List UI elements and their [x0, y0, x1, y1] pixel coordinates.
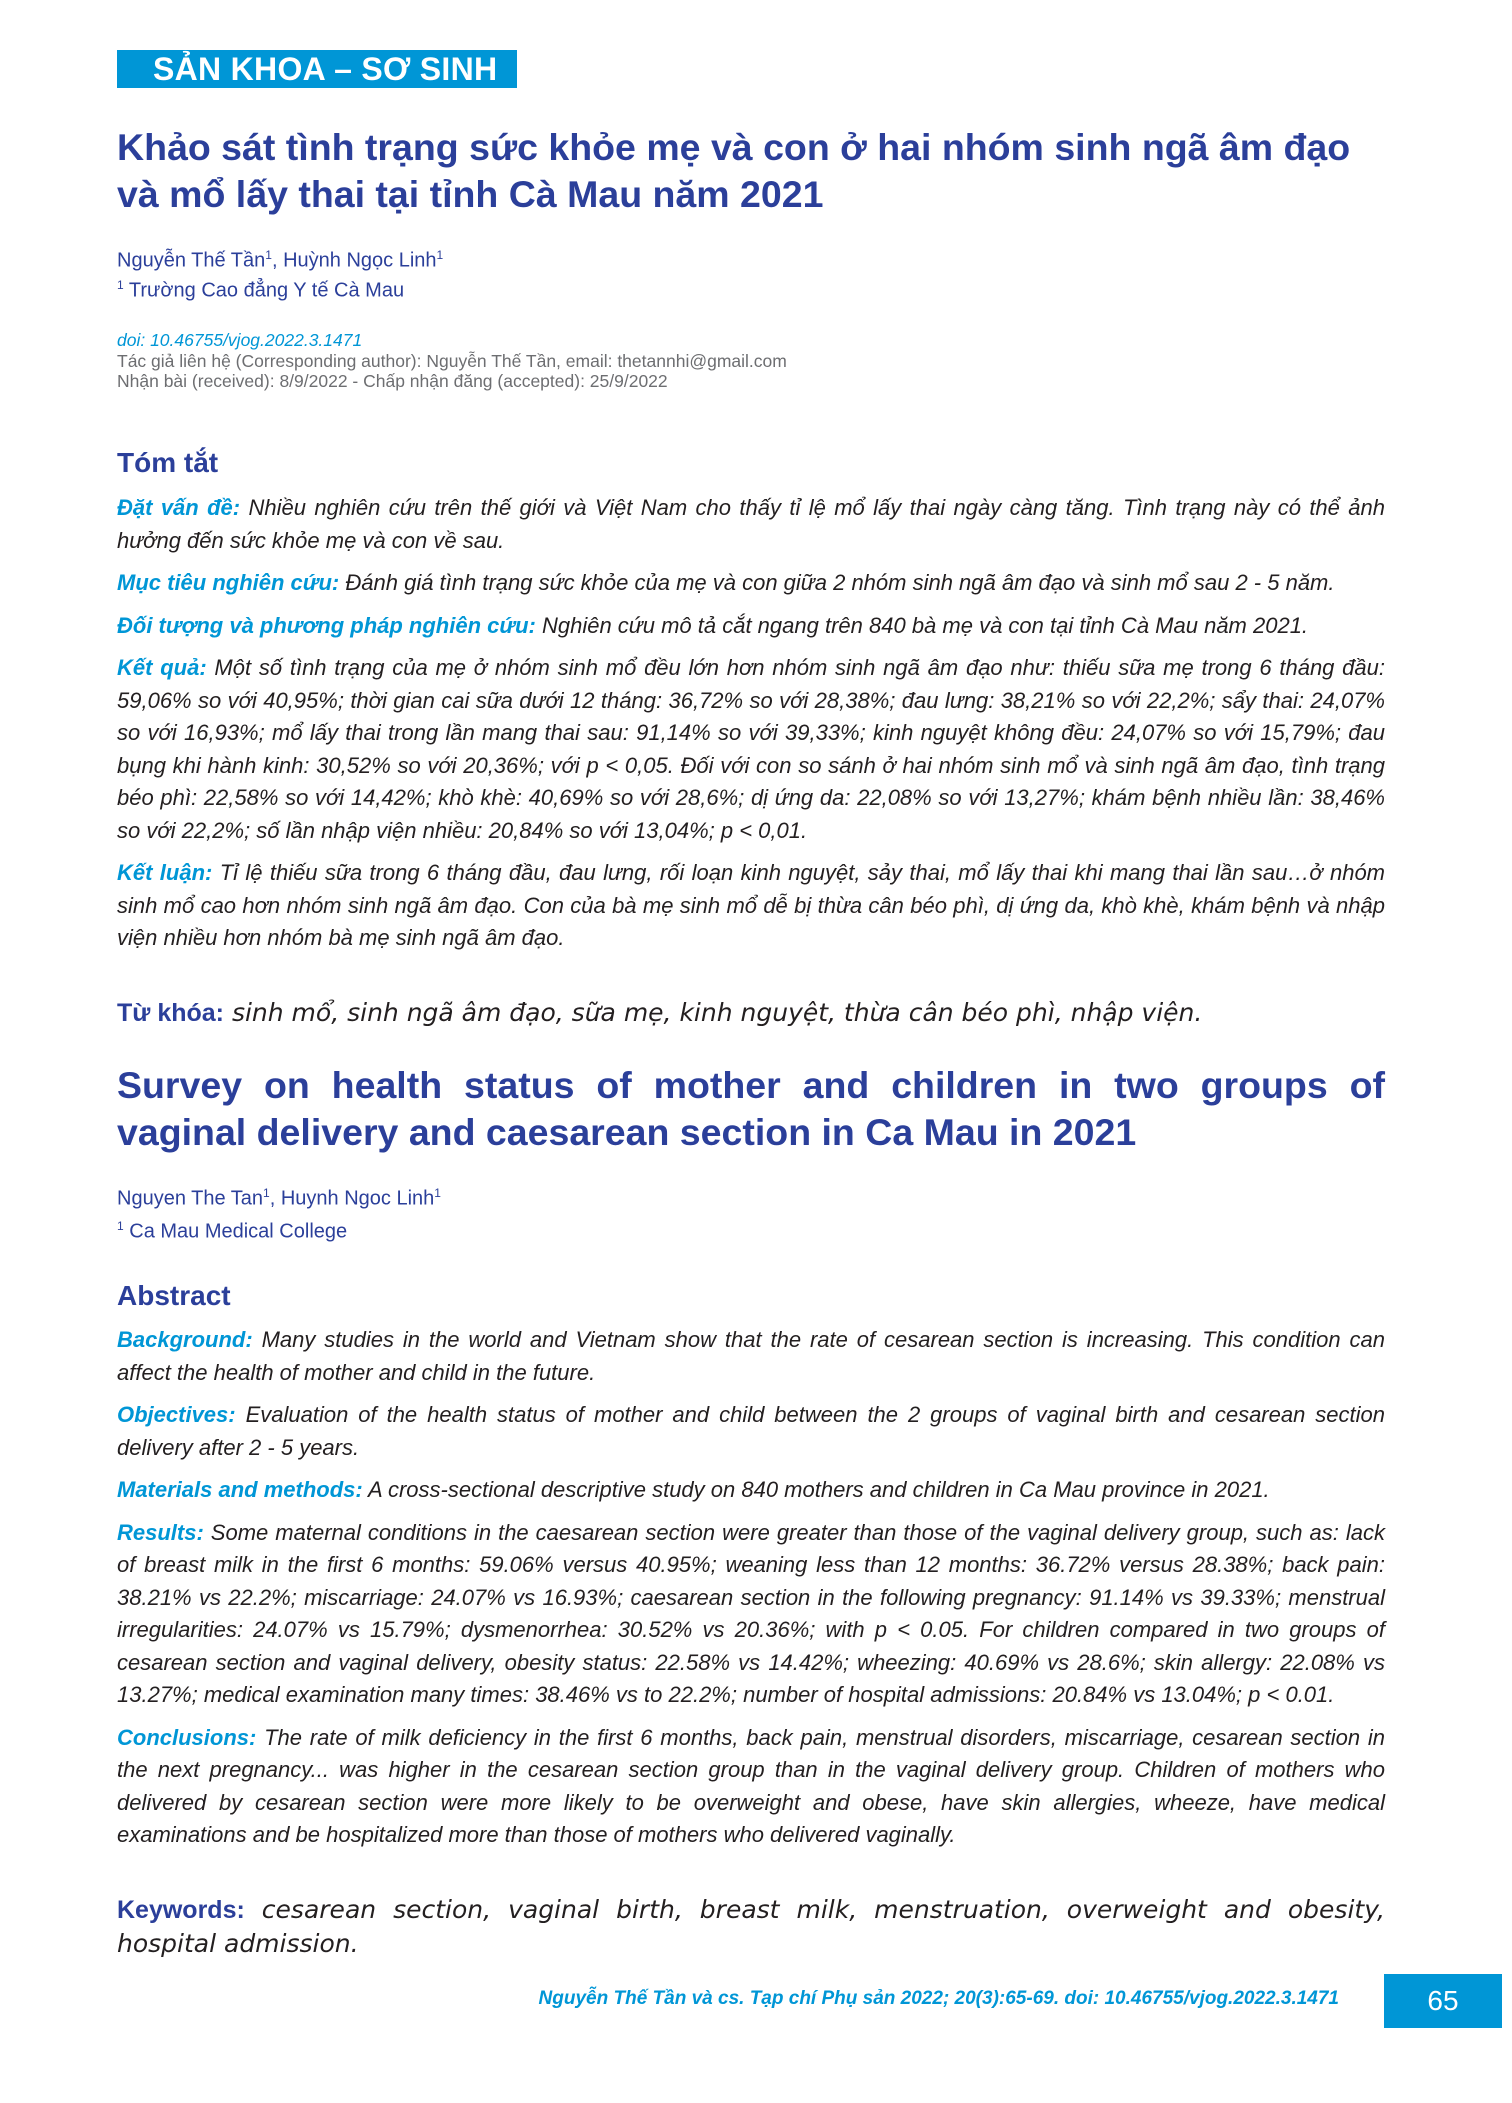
affiliation-sup: 1 [436, 248, 444, 262]
author-1: Nguyen The Tan [117, 1187, 264, 1210]
affiliation-text: Trường Cao đẳng Y tế Cà Mau [128, 279, 405, 302]
affiliation-text: Ca Mau Medical College [129, 1220, 348, 1243]
affiliation-sup: 1 [265, 248, 272, 262]
summary-heading: Tóm tắt [117, 447, 219, 478]
article-meta [117, 330, 787, 392]
vietnamese-abstract [117, 492, 1385, 965]
author-2: Huỳnh Ngọc Linh [283, 249, 437, 272]
section-tag: SẢN KHOA – SƠ SINH [117, 50, 517, 88]
abstract-methods: Đối tượng và phương pháp nghiên cứu: Nghiên cứu mô tả cắt ngang trên 840 bà mẹ và con tại tỉnh Cà Mau năm 2021. [117, 612, 1309, 638]
vietnamese-title: Khảo sát tình trạng sức khỏe mẹ và con ở hai nhóm sinh ngã âm đạo và mổ lấy thai tại tỉnh Cà Mau năm 2021 [117, 126, 1351, 215]
author-2: Huynh Ngoc Linh [280, 1187, 435, 1210]
abstract-objectives: Mục tiêu nghiên cứu: Đánh giá tình trạng sức khỏe của mẹ và con giữa 2 nhóm sinh ngã âm đạo và sinh mổ sau 2 - 5 năm. [117, 570, 1335, 595]
abstract-background: Đặt vấn đề: Nhiều nghiên cứu trên thế giới và Việt Nam cho thấy tỉ lệ mổ lấy thai ngày càng tăng. Tình trạng này có thể ảnh hưởng đến sức khỏe mẹ và con về sau. [117, 495, 1385, 553]
abstract-objectives: Objectives: Evaluation of the health status of mother and child between the 2 groups of vaginal birth and cesarean section delivery after 2 - 5 years. [117, 1402, 1385, 1460]
abstract-results: Kết quả: Một số tình trạng của mẹ ở nhóm sinh mổ đều lớn hơn nhóm sinh ngã âm đạo như: thiếu sữa mẹ trong 6 tháng đầu: 59,06% so với 40,95%; thời gian cai sữa dưới 12 tháng: 36,72% so với 28,38%; đau lưng: 38,21% so với 22,2%; sẩy thai: 24,07% so với 16,93%; mổ lấy thai trong lần mang thai sau: 91,14% so với 39,33%; kinh nguyệt không đều: 24,07% so với 15,79%; đau bụng khi hành kinh: 30,52% so với 20,36%; với p < 0,05. Đối với con so sánh ở hai nhóm sinh mổ và sinh ngã âm đạo, tình trạng béo phì: 22,58% so với 14,42%; khò khè: 40,69% so với 28,6%; dị ứng da: 22,08% so với 13,27%; khám bệnh nhiều lần: 38,46% so với 22,2%; số lần nhập viện nhiều: 20,84% so với 13,04%; p < 0,01. [117, 655, 1385, 843]
abstract-conclusion: Conclusions: The rate of milk deficiency in the first 6 months, back pain, menstrual disorders, miscarriage, cesarean section in the next pregnancy... was higher in the cesarean section group than in the vaginal delivery group. Children of mothers who delivered by cesarean section were more likely to be overweight and obese, have skin allergies, wheeze, have medical examinations and be hospitalized more than those of mothers who delivered vaginally. [117, 1724, 1385, 1847]
abstract-heading: Abstract [117, 1280, 231, 1311]
affiliation-sup: 1 [434, 1186, 441, 1200]
vietnamese-affiliation [117, 272, 404, 304]
affiliation-sup: 1 [117, 1219, 124, 1233]
english-affiliation [117, 1213, 347, 1245]
abstract-conclusion: Kết luận: Tỉ lệ thiếu sữa trong 6 tháng đầu, đau lưng, rối loạn kinh nguyệt, sảy thai, mổ lấy thai khi mang thai lần sau…ở nhóm sinh mổ cao hơn nhóm sinh ngã âm đạo. Con của bà mẹ sinh mổ dễ bị thừa cân béo phì, dị ứng da, khò khè, khám bệnh và nhập viện nhiều hơn nhóm bà mẹ sinh ngã âm đạo. [117, 860, 1385, 950]
page-number: 65 [1384, 1974, 1502, 2028]
english-abstract [117, 1324, 1385, 1862]
english-keywords: Keywords: cesarean section, vaginal birth, breast milk, menstruation, overweight and obesity, hospital admission. [117, 1895, 1385, 1958]
vietnamese-authors: Nguyễn Thế Tần$^1$, Huỳnh Ngọc Linh$^1$ [117, 248, 444, 272]
english-title: Survey on health status of mother and children in two groups of vaginal delivery and caesarean section in Ca Mau in 2021 [117, 1064, 1385, 1153]
english-authors: Nguyen The Tan$^1$, Huynh Ngoc Linh$^1$ [117, 1186, 441, 1210]
received-accepted-dates: Nhận bài (received): 8/9/2022 - Chấp nhận đăng (accepted): 25/9/2022 [117, 371, 668, 391]
corresponding-author: Tác giả liên hệ (Corresponding author): Nguyễn Thế Tần, email: thetannhi@gmail.com [117, 350, 787, 371]
doi: doi: 10.46755/vjog.2022.3.1471 [117, 330, 363, 350]
author-1: Nguyễn Thế Tần [117, 249, 266, 272]
vietnamese-keywords: Từ khóa: sinh mổ, sinh ngã âm đạo, sữa mẹ, kinh nguyệt, thừa cân béo phì, nhập viện. [117, 998, 1203, 1027]
abstract-methods: Materials and methods: A cross-sectional descriptive study on 840 mothers and children in Ca Mau province in 2021. [117, 1477, 1270, 1502]
footer-citation: Nguyễn Thế Tần và cs. Tạp chí Phụ sản 2022; 20(3):65-69. doi: 10.46755/vjog.2022.3.1471 [538, 1988, 1339, 2009]
abstract-results: Results: Some maternal conditions in the caesarean section were greater than those of the vaginal delivery group, such as: lack of breast milk in the first 6 months: 59.06% versus 40.95%; weaning less than 12 months: 36.72% versus 28.38%; back pain: 38.21% vs 22.2%; miscarriage: 24.07% vs 16.93%; caesarean section in the following pregnancy: 91.14% vs 39.33%; menstrual irregularities: 24.07% vs 15.79%; dysmenorrhea: 30.52% vs 20.36%; with p < 0.05. For children compared in two groups of cesarean section and vaginal delivery, obesity status: 22.58% vs 14.42%; wheezing: 40.69% vs 28.6%; skin allergy: 22.08% vs 13.27%; medical examination many times: 38.46% vs to 22.2%; number of hospital admissions: 20.84% vs 13.04%; p < 0.01. [117, 1519, 1385, 1707]
affiliation-sup: 1 [263, 1186, 270, 1200]
affiliation-sup: 1 [117, 278, 124, 292]
abstract-background: Background: Many studies in the world and Vietnam show that the rate of cesarean section is increasing. This condition can affect the health of mother and child in the future. [117, 1327, 1385, 1385]
